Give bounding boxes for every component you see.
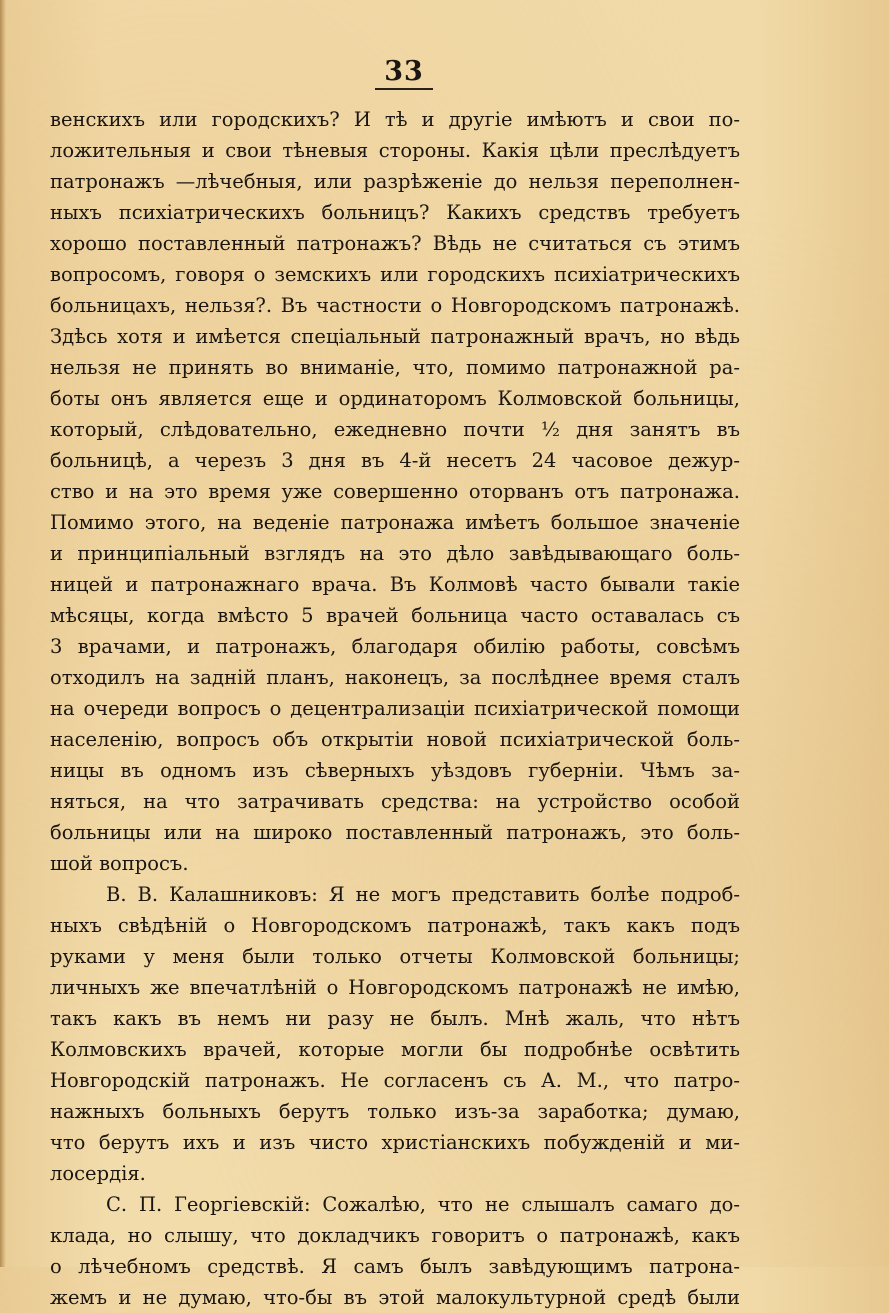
text-line: венскихъ или городскихъ? И тѣ и другіе имѣютъ и свои по- [50, 108, 740, 131]
text-line: лосердія. [50, 1162, 146, 1185]
text-line: ницы въ одномъ изъ сѣверныхъ уѣздовъ губерніи. Чѣмъ за- [50, 759, 740, 782]
text-line: который, слѣдовательно, ежедневно почти ½ дня занятъ въ [50, 418, 740, 441]
text-line: вопросомъ, говоря о земскихъ или городскихъ психіатрическихъ [50, 263, 740, 286]
text-line: населенію, вопросъ объ открытіи новой психіатрической боль- [50, 728, 740, 751]
body-text [50, 104, 740, 1313]
text-line: ство и на это время уже совершенно оторванъ отъ патронажа. [50, 480, 740, 503]
text-line: шой вопросъ. [50, 852, 189, 875]
text-line: и принципіальный взглядъ на это дѣло завѣдывающаго боль- [50, 542, 740, 565]
text-line: мѣсяцы, когда вмѣсто 5 врачей больница часто оставалась съ [50, 604, 740, 627]
text-line: Помимо этого, на веденіе патронажа имѣетъ большое значеніе [50, 511, 740, 534]
text-line: больницы или на широко поставленный патронажъ, это боль- [50, 821, 740, 844]
text-line: В. В. Калашниковъ: Я не могъ представить болѣе подроб- [106, 883, 740, 906]
text-line: ныхъ свѣдѣній о Новгородскомъ патронажѣ, такъ какъ подъ [50, 914, 740, 937]
page-left-edge [0, 0, 6, 1267]
text-line: Новгородскій патронажъ. Не согласенъ съ А. М., что патро- [50, 1069, 740, 1092]
text-line: личныхъ же впечатлѣній о Новгородскомъ патронажѣ не имѣю, [50, 976, 740, 999]
text-line: боты онъ является еще и ординаторомъ Колмовской больницы, [50, 387, 740, 410]
text-line: такъ какъ въ немъ ни разу не былъ. Мнѣ жаль, что нѣтъ [50, 1007, 740, 1030]
text-line: отходилъ на задній планъ, наконецъ, за послѣднее время сталъ [50, 666, 740, 689]
text-line: больницахъ, нельзя?. Въ частности о Новгородскомъ патронажѣ. [50, 294, 740, 317]
text-line: что берутъ ихъ и изъ чисто христіанскихъ побужденій и ми- [50, 1131, 740, 1154]
text-line: о лѣчебномъ средствѣ. Я самъ былъ завѣдующимъ патрона- [50, 1255, 740, 1278]
text-line: нельзя не принять во вниманіе, что, помимо патронажной ра- [50, 356, 740, 379]
text-line: руками у меня были только отчеты Колмовской больницы; [50, 945, 740, 968]
text-line: С. П. Георгіевскій: Сожалѣю, что не слышалъ самаго до- [106, 1193, 740, 1216]
text-line: жемъ и не думаю, что-бы въ этой малокультурной средѣ были [50, 1286, 740, 1309]
text-line: ныхъ психіатрическихъ больницъ? Какихъ средствъ требуетъ [50, 201, 740, 224]
text-line: на очереди вопросъ о децентрализаціи психіатрической помощи [50, 697, 740, 720]
text-line: ложительныя и свои тѣневыя стороны. Какія цѣли преслѣдуетъ [50, 139, 740, 162]
text-line: 3 врачами, и патронажъ, благодаря обилію работы, совсѣмъ [50, 635, 740, 658]
page-number: 33 [384, 56, 424, 87]
text-line: ницей и патронажнаго врача. Въ Колмовѣ часто бывали такіе [50, 573, 740, 596]
text-line: Здѣсь хотя и имѣется спеціальный патронажный врачъ, но вѣдь [50, 325, 740, 348]
text-line: нажныхъ больныхъ берутъ только изъ-за заработка; думаю, [50, 1100, 740, 1123]
text-line: патронажъ —лѣчебныя, или разрѣженіе до нельзя переполнен- [50, 170, 740, 193]
text-line: больницѣ, а черезъ 3 дня въ 4-й несетъ 24 часовое дежур- [50, 449, 740, 472]
page-number-rule [375, 88, 433, 90]
text-line: Колмовскихъ врачей, которые могли бы подробнѣе освѣтить [50, 1038, 740, 1061]
text-line: няться, на что затрачивать средства: на устройство особой [50, 790, 740, 813]
text-line: хорошо поставленный патронажъ? Вѣдь не считаться съ этимъ [50, 232, 740, 255]
text-line: клада, но слышу, что докладчикъ говоритъ о патронажѣ, какъ [50, 1224, 740, 1247]
